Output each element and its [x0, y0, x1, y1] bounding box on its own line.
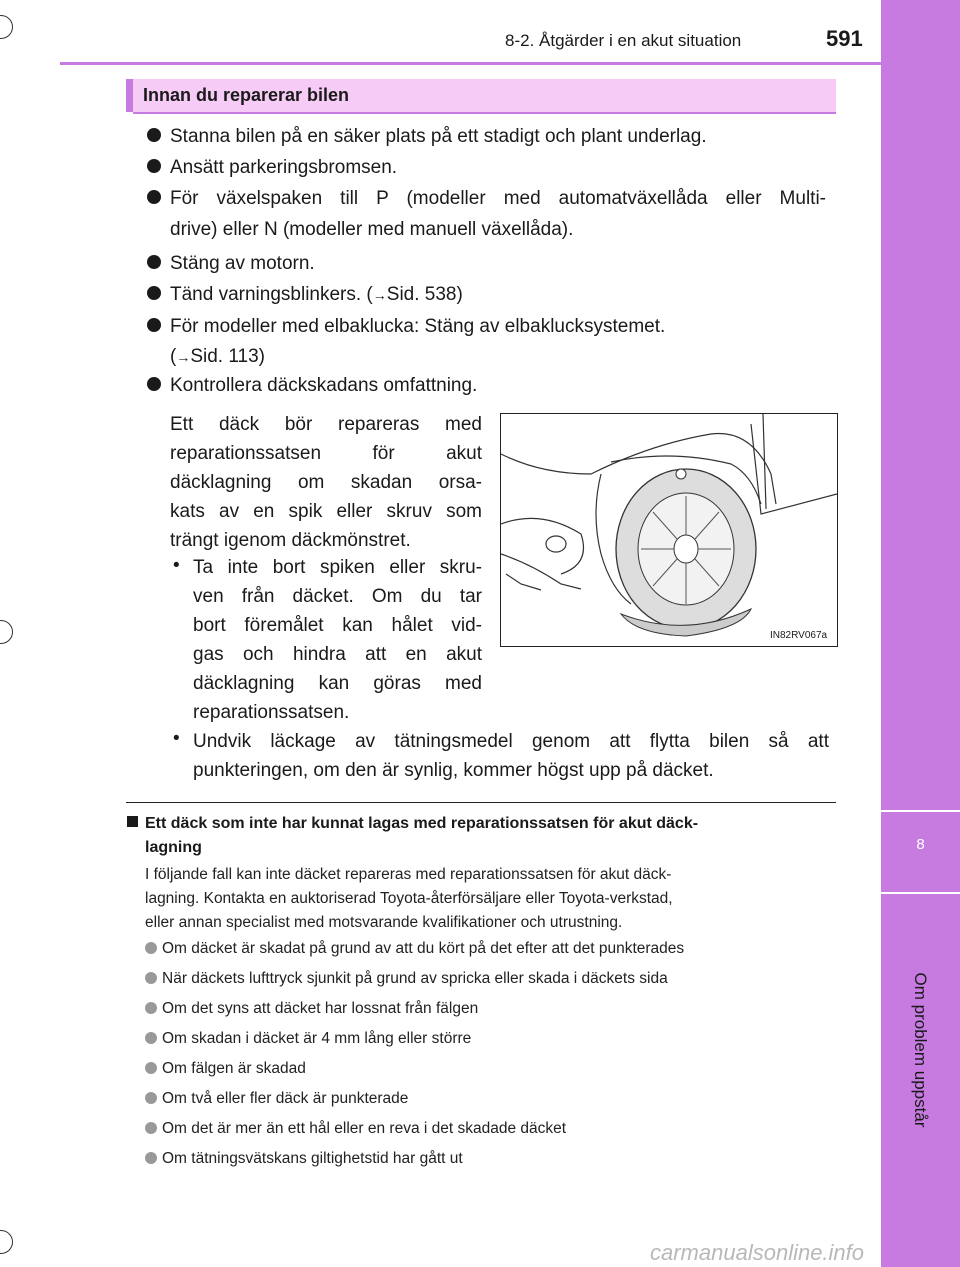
chapter-number: 8: [916, 836, 925, 853]
sub-bullet-dot: •: [173, 555, 180, 576]
flat-tire-illustration: [500, 413, 838, 647]
bullet-dot: [147, 248, 161, 279]
list-item: Om det syns att däcket har lossnat från fälgen: [145, 1000, 478, 1018]
title-accent: [126, 79, 133, 112]
bullet-text: Kontrollera däckskadans omfattning.: [170, 375, 478, 396]
title-underline: [133, 112, 836, 114]
watermark: carmanualsonline.info: [650, 1240, 865, 1265]
bullet-text: Stanna bilen på en säker plats på ett stadigt och plant underlag.: [170, 126, 707, 147]
bullet-dot: [147, 370, 161, 401]
header-rule: [60, 62, 881, 65]
bullet-dot: [145, 1152, 157, 1164]
arrow-right-icon: →: [176, 349, 191, 365]
bullet-dot: [147, 152, 161, 183]
bullet-dot: [145, 972, 157, 984]
illustration-code: IN82RV067a: [770, 630, 828, 641]
list-item: Om skadan i däcket är 4 mm lång eller större: [145, 1030, 471, 1048]
bullet-dot: [147, 279, 161, 310]
list-item: Om två eller fler däck är punkterade: [145, 1090, 408, 1108]
chapter-label: Om problem uppstår: [911, 972, 930, 1128]
bullet-dot: [145, 1122, 157, 1134]
sub-bullet-text: Undvik läckage av tätningsmedel genom att flytta bilen så att punkteringen, om den är synlig, kommer högst upp på däcket.: [193, 731, 829, 781]
crop-mark: [0, 1230, 13, 1254]
car-wheel-drawing: [501, 414, 837, 646]
list-item: Om fälgen är skadad: [145, 1060, 306, 1078]
bullet-dot: [145, 1092, 157, 1104]
sub-bullet-dot: •: [173, 728, 180, 749]
square-bullet-icon: [127, 816, 138, 827]
bullet-text: För modeller med elbaklucka: Stäng av elbaklucksystemet.: [170, 316, 666, 337]
bullet-text: För växelspaken till P (modeller med automatväxellåda eller Multi-: [170, 188, 826, 209]
bullet-dot: [147, 183, 161, 214]
bullet-text: Stäng av motorn.: [170, 253, 315, 274]
page-number: 591: [826, 26, 863, 51]
crop-mark: [0, 620, 13, 644]
bullet-dot: [145, 1032, 157, 1044]
section-divider: [126, 802, 836, 803]
page-title: Innan du reparerar bilen: [143, 85, 350, 105]
bullet-dot: [145, 1002, 157, 1014]
list-item: Om det är mer än ett hål eller en reva i det skadade däcket: [145, 1120, 566, 1138]
bullet-text: (→Sid. 113): [170, 346, 265, 367]
section-body: I följande fall kan inte däcket repareras med reparationssatsen för akut däck- lagning. Kontakta en auktoriserad Toyota-återförsäljare eller Toyota-verkstad, eller annan specialist med motsvarande kvalifikationer och utrustning.: [145, 866, 673, 931]
bullet-text: drive) eller N (modeller med manuell växellåda).: [170, 219, 574, 240]
tire: [616, 469, 756, 636]
bullet-dot: [145, 942, 157, 954]
section-heading: 8-2. Åtgärder i en akut situation: [505, 31, 742, 50]
list-item: Om tätningsvätskans giltighetstid har gått ut: [145, 1150, 463, 1168]
list-item: När däckets lufttryck sjunkit på grund av spricka eller skada i däckets sida: [145, 970, 668, 988]
crop-mark: [0, 15, 13, 39]
bullet-text: Ansätt parkeringsbromsen.: [170, 157, 398, 178]
section-title: Ett däck som inte har kunnat lagas med reparationssatsen för akut däck- lagning: [145, 815, 699, 856]
sub-bullet-text: Ta inte bort spiken eller skru- ven från däcket. Om du tar bort föremålet kan hålet vid- gas och hindra att en akut däcklagning kan göras med reparationssatsen.: [193, 557, 482, 723]
damage-paragraph: Ett däck bör repareras med reparationssatsen för akut däcklagning om skadan orsa- kats av en spik eller skruv som trängt igenom däckmönstret.: [170, 414, 482, 551]
bullet-dot: [147, 121, 161, 152]
list-item: Om däcket är skadat på grund av att du kört på det efter att det punkterades: [145, 940, 684, 958]
bullet-dot: [145, 1062, 157, 1074]
bullet-text: Tänd varningsblinkers. (→Sid. 538): [170, 284, 463, 305]
arrow-right-icon: →: [372, 287, 387, 303]
bullet-dot: [147, 311, 161, 342]
